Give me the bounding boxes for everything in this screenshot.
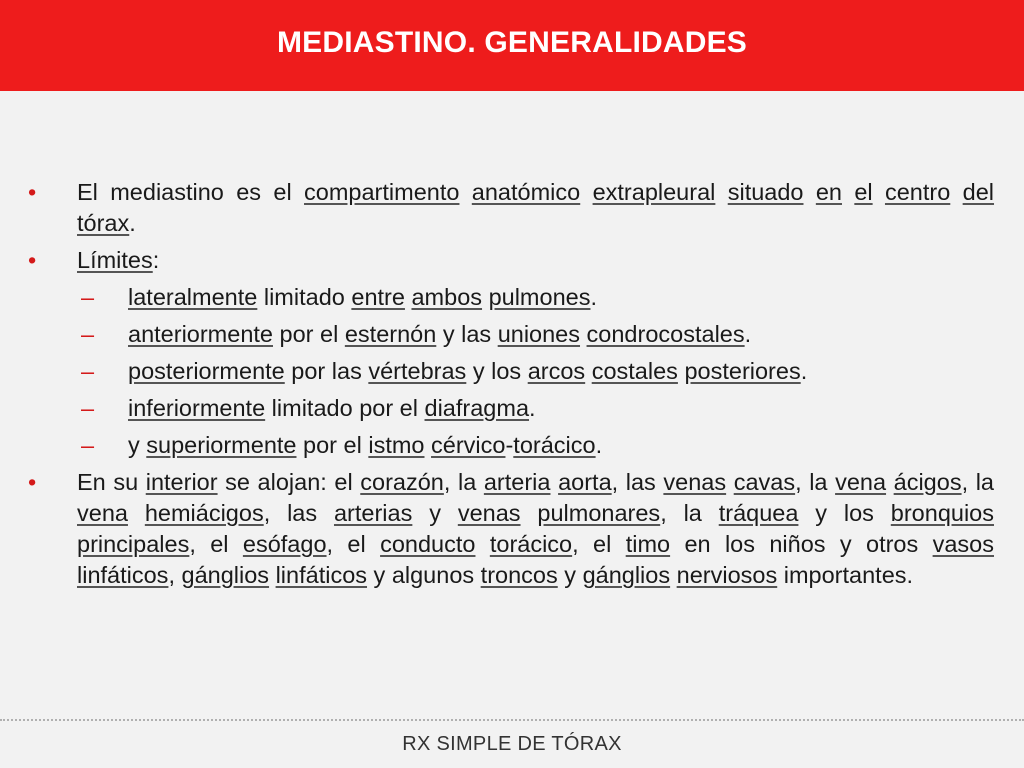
underlined-word: entre [351,284,405,310]
bullet-dot-icon: • [28,469,37,495]
text-run: . [129,210,136,236]
text-run: , el [572,531,626,557]
underlined-word: anteriormente [128,321,273,347]
text-run [550,469,558,495]
text-run: , las [611,469,664,495]
underlined-word: nerviosos [676,562,778,588]
text-run [886,469,894,495]
text-run: y [412,500,458,526]
text-run: por el [273,321,345,347]
underlined-word: aorta [558,469,612,495]
underlined-word: diafragma [424,395,530,421]
text-run: . [800,358,808,384]
bullet-dot-icon: • [28,247,37,273]
text-run: , las [263,500,334,526]
underlined-word: tórax [77,210,130,236]
underlined-word: hemiácigos [144,500,264,526]
underlined-word: conducto [380,531,476,557]
underlined-word: Límites [77,247,153,273]
underlined-word: anatómico [471,179,581,205]
underlined-word: pulmones [488,284,591,310]
bullet-dash-icon: – [81,395,95,421]
sub-bullet-item [28,393,994,424]
text-run: , el [189,531,243,557]
text-run: , [168,562,182,588]
text-run: , la [660,500,719,526]
slide-title: MEDIASTINO. GENERALIDADES [276,26,748,59]
text-run: . [595,432,603,458]
text-run: El mediastino es el [77,179,305,205]
underlined-word: condrocostales [586,321,745,347]
text-run [715,179,727,205]
bullet-dash-icon: – [81,284,95,310]
underlined-word: el [854,179,873,205]
underlined-word: cavas [733,469,796,495]
text-run: , la [443,469,484,495]
text-run: limitado por el [265,395,425,421]
text-run: y [128,432,147,458]
text-run [475,531,489,557]
text-run: , la [795,469,836,495]
underlined-word: arteria [483,469,551,495]
underlined-word: vasos [932,531,994,557]
underlined-word: timo [625,531,671,557]
underlined-word: torácico [489,531,573,557]
bullet-item [28,467,994,591]
underlined-word: bronquios [890,500,994,526]
underlined-word: lateralmente [128,284,258,310]
underlined-word: tráquea [718,500,799,526]
underlined-word: arterias [333,500,413,526]
underlined-word: gánglios [582,562,671,588]
underlined-word: interior [145,469,218,495]
text-run [842,179,854,205]
text-run: . [744,321,752,347]
sub-bullet-item [28,356,994,387]
bullet-dash-icon: – [81,432,95,458]
bullet-dash-icon: – [81,358,95,384]
text-run [580,179,592,205]
sub-bullet-item [28,319,994,350]
text-run: En su [77,469,146,495]
text-run: y las [436,321,498,347]
underlined-word: arcos [527,358,586,384]
underlined-word: ácigos [893,469,962,495]
underlined-word: superiormente [146,432,297,458]
text-run: se alojan: el [217,469,361,495]
underlined-word: posteriores [684,358,801,384]
underlined-word: vena [77,500,128,526]
text-run [521,500,538,526]
bullet-dot-icon: • [28,179,37,205]
text-run: por las [284,358,369,384]
underlined-word: gánglios [181,562,270,588]
underlined-word: linfáticos [77,562,169,588]
sub-bullet-item [28,282,994,313]
underlined-word: vena [835,469,887,495]
underlined-word: corazón [360,469,444,495]
underlined-word: esternón [344,321,437,347]
underlined-word: inferiormente [128,395,266,421]
text-run [459,179,471,205]
underlined-word: istmo [368,432,425,458]
underlined-word: esófago [242,531,327,557]
text-run [873,179,885,205]
text-run: y algunos [367,562,481,588]
slide-body [28,177,994,597]
text-run: : [152,247,160,273]
underlined-word: torácico [513,432,596,458]
underlined-word: vértebras [368,358,467,384]
bullet-item [28,245,994,276]
underlined-word: venas [663,469,727,495]
underlined-word: principales [77,531,190,557]
text-run [128,500,145,526]
text-run: por el [296,432,369,458]
text-run: y [557,562,583,588]
underlined-word: pulmonares [537,500,661,526]
sub-bullet-item [28,430,994,461]
text-run: limitado [257,284,352,310]
underlined-word: ambos [411,284,483,310]
underlined-word: venas [457,500,521,526]
underlined-word: troncos [480,562,558,588]
underlined-word: situado [727,179,804,205]
title-bar [0,0,1024,91]
underlined-word: uniones [497,321,581,347]
underlined-word: cérvico [431,432,506,458]
underlined-word: linfáticos [275,562,368,588]
underlined-word: en [815,179,842,205]
footer-caption: RX SIMPLE DE TÓRAX [402,733,622,755]
text-run [804,179,816,205]
text-run [950,179,962,205]
text-run: - [505,432,514,458]
text-run: en los niños y otros [670,531,933,557]
underlined-word: compartimento [304,179,460,205]
text-run: y los [798,500,891,526]
bullet-item [28,177,994,239]
underlined-word: extrapleural [592,179,716,205]
text-run: y los [466,358,528,384]
text-run [726,469,734,495]
text-run: importantes. [777,562,914,588]
underlined-word: posteriormente [128,358,285,384]
footer-divider [0,719,1024,721]
underlined-word: costales [591,358,678,384]
underlined-word: centro [884,179,951,205]
underlined-word: del [962,179,995,205]
text-run: . [590,284,597,310]
bullet-dash-icon: – [81,321,95,347]
text-run: , el [326,531,381,557]
text-run: , la [961,469,994,495]
text-run: . [529,395,536,421]
